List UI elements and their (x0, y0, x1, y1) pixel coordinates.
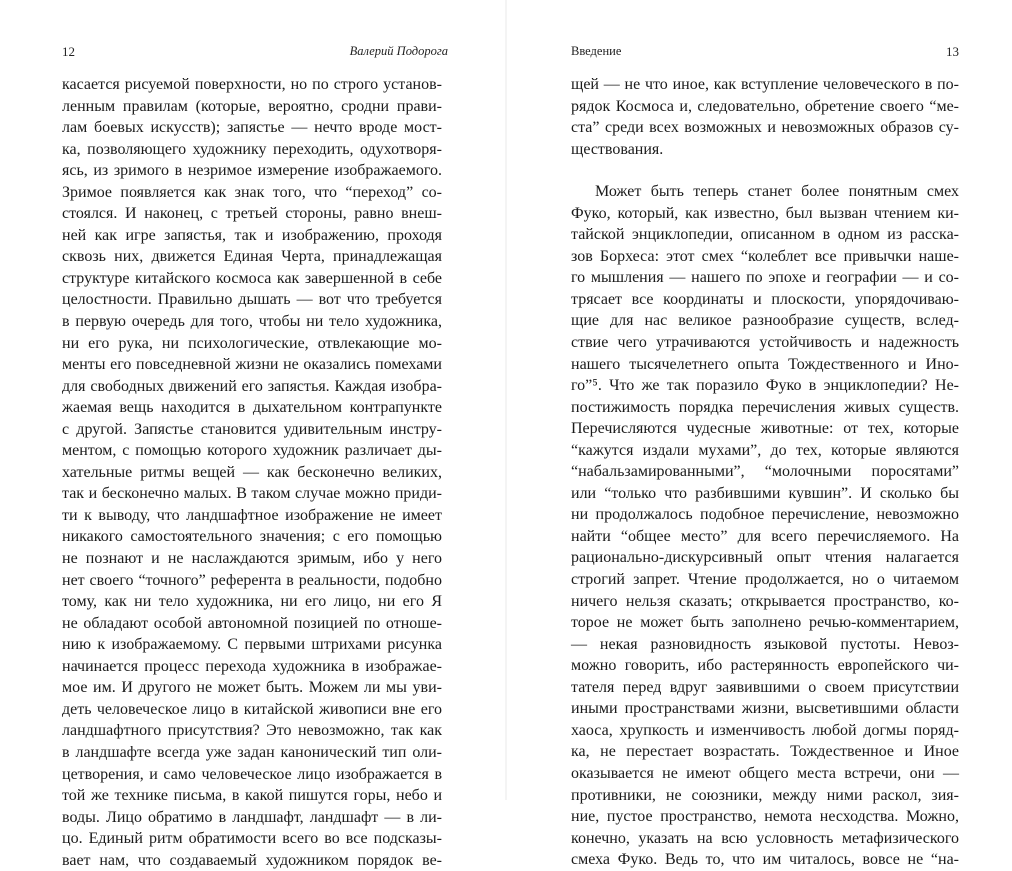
left-line: не обладают особой автономной позицией по отноше- (62, 614, 442, 632)
right-p2-line: го мышления — нашего по эпохе и географии — и со- (571, 269, 959, 287)
left-line: ленным правилам (которые, вероятно, сродни прави- (62, 97, 442, 115)
right-p2-line: оказывается не имеют общего места встречи, они — (571, 764, 959, 782)
left-line: ней как игре запястья, так и изображению, проходя (62, 226, 442, 244)
left-line: так и бесконечно малых. В таком случае можно приди- (62, 485, 442, 503)
right-p2-line: ствие чего утрачиваются устойчивость и надежность (571, 334, 959, 352)
left-line: ландшафтного присутствия? Это невозможно, так как (62, 722, 442, 740)
right-p2-line: рационально-дискурсивный опыт чтения налагается (571, 549, 959, 567)
right-p2-line: ничего нельзя сказать; открывается пространство, ко- (571, 592, 959, 610)
right-p2-line: ние, пустое пространство, немота несходства. Можно, (571, 808, 959, 826)
left-line: ментом, с помощью которого художник различает ды- (62, 442, 442, 460)
right-p2-line: щие для нас великое разнообразие существ, вслед- (571, 312, 959, 330)
left-folio: 12 (62, 44, 75, 59)
right-p2-line: смеха Фуко. Ведь то, что им читалось, вовсе не “на- (571, 851, 959, 869)
left-line: ка, позволяющего художнику переходить, одухотворя- (62, 140, 442, 158)
left-line: Зримое появляется как знак того, что “переход” со- (62, 183, 442, 201)
left-line: мое им. И другого не может быть. Можем ли мы уви- (62, 679, 442, 697)
right-p2-line: или “только что разбившими кувшин”. И сколько бы (571, 484, 959, 502)
right-p2-line: торое не может быть заполнено речью-комментарием, (571, 614, 959, 632)
right-p2-line: хаоса, хрупкость и изменчивость любой догмы поряд- (571, 721, 959, 739)
left-line: касается рисуемой поверхности, но по строго установ- (62, 76, 442, 93)
left-line: ти к выводу, что ландшафтное изображение не имеет (62, 506, 442, 524)
right-p2-line: го”⁵. Что же так поразило Фуко в энциклопедии? Не- (571, 377, 959, 395)
left-line: в первую очередь для того, чтобы ни тело художника, (62, 313, 442, 331)
right-p2-line: ни продолжалось подобное перечисление, невозможно (571, 506, 959, 524)
right-p2-line: — некая разновидность языковой пустоты. Невоз- (571, 635, 959, 653)
left-body-text (62, 74, 442, 871)
left-line: воды. Лицо обратимо в ландшафт, ландшафт — в ли- (62, 808, 442, 826)
right-p1-line: ста” среди всех возможных и невозможных образов су- (571, 119, 959, 137)
left-line: менты его повседневной жизни не оказались помехами (62, 356, 442, 374)
right-p2-line: строгий запрет. Чтение продолжается, но о читаемом (571, 571, 959, 589)
right-p2-line: можно говорить, ибо растерянность европейского чи- (571, 657, 959, 675)
right-p2-line: “кажутся издали мухами”, до тех, которые являются (571, 441, 959, 459)
right-p1-line: рядок Космоса и, следовательно, обретение своего “ме- (571, 97, 959, 115)
left-line: сквозь них, движется Единая Черта, принадлежащая (62, 248, 442, 266)
left-line: структуре китайского космоса как завершенной в себе (62, 269, 442, 287)
right-p2-line: “набальзамированными”, “молочными поросятами” (571, 463, 959, 481)
left-line: не познают и не наслаждаются зримым, ибо у него (62, 550, 442, 568)
left-paragraph (62, 74, 442, 871)
right-p2-line: Фуко, который, как известно, был вызван чтением ки- (571, 204, 959, 222)
right-p2-line: нашего тысячелетнего опыта Тождественного и Ино- (571, 355, 959, 373)
left-line: той же технике письма, в какой пишутся горы, небо и (62, 787, 442, 805)
left-line: начинается процесс перехода художника в изображае- (62, 657, 442, 675)
right-p2-line: Перечисляются чудесные животные: от тех, которые (571, 420, 959, 438)
left-line: цетворения, и само человеческое лицо изображается в (62, 765, 442, 783)
left-line: деть человеческое лицо в китайской живописи вне его (62, 700, 442, 718)
left-line: нет своего “точного” референта в реальности, подобно (62, 571, 442, 589)
right-p2-line: ка, не перестает возрастать. Тождественное и Иное (571, 743, 959, 761)
left-line: хательные ритмы вещей — как бесконечно великих, (62, 463, 442, 481)
right-p2-line: противники, не союзники, между ними раскол, зия- (571, 786, 959, 804)
right-p2-line: трясает все координаты и плоскости, упорядочиваю- (571, 290, 959, 308)
left-line: цо. Единый ритм обратимости всего во все подсказы- (62, 830, 442, 848)
left-line: лам боевых искусств); запястье — нечто вроде мост- (62, 119, 442, 137)
right-folio: 13 (946, 44, 959, 59)
right-p2-line: тайской энциклопедии, описанном в одном из расска- (571, 226, 959, 244)
left-line: нию к изображаемому. С первыми штрихами рисунка (62, 636, 442, 654)
left-line: для свободных движений его запястья. Каждая изобра- (62, 377, 442, 395)
left-line: стоялся. И наконец, с третьей стороны, равно внеш- (62, 205, 442, 223)
left-line: ясь, из зримого в незримое измерение изображаемого. (62, 162, 442, 180)
right-p2-line: тателя перед вдруг заявившими о своем присутствии (571, 678, 959, 696)
left-line: в ландшафте всегда уже задан канонический тип оли- (62, 743, 442, 761)
left-line: жаемая вещь находится в дыхательном контрапункте (62, 399, 442, 417)
left-line: с другой. Запястье становится удивительным инстру- (62, 420, 442, 438)
right-paragraph-2 (571, 181, 959, 871)
right-body-text (571, 74, 959, 871)
right-running-head: Введение (571, 44, 622, 58)
right-p2-line: постижимость порядка перечисления живых существ. (571, 398, 959, 416)
left-line: вает нам, что создаваемый художником порядок ве- (62, 851, 442, 869)
left-line: никакого самостоятельного значения; с его помощью (62, 528, 442, 546)
left-line: тому, как ни тело художника, ни его лицо, ни его Я (62, 593, 442, 611)
right-p2-line: иными пространствами жизни, высветившими области (571, 700, 959, 718)
left-line: ни его рука, ни психологические, отвлекающие мо- (62, 334, 442, 352)
left-line: целостности. Правильно дышать — вот что требуется (62, 291, 442, 309)
right-paragraph-1 (571, 74, 959, 160)
right-p1-line: щей — не что иное, как вступление человеческого в по- (571, 76, 959, 93)
right-p1-line: ществования. (571, 140, 664, 158)
left-running-head: Валерий Подорога (349, 44, 448, 58)
right-p2-line: зов Борхеса: этот смех “колеблет все привычки наше- (571, 247, 959, 265)
right-p2-line: найти “общее место” для всего перечисляемого. На (571, 527, 959, 545)
right-p2-line: Может быть теперь станет более понятным смех (595, 183, 959, 201)
right-p2-line: конечно, указать на всю условность метафизического (571, 829, 959, 847)
